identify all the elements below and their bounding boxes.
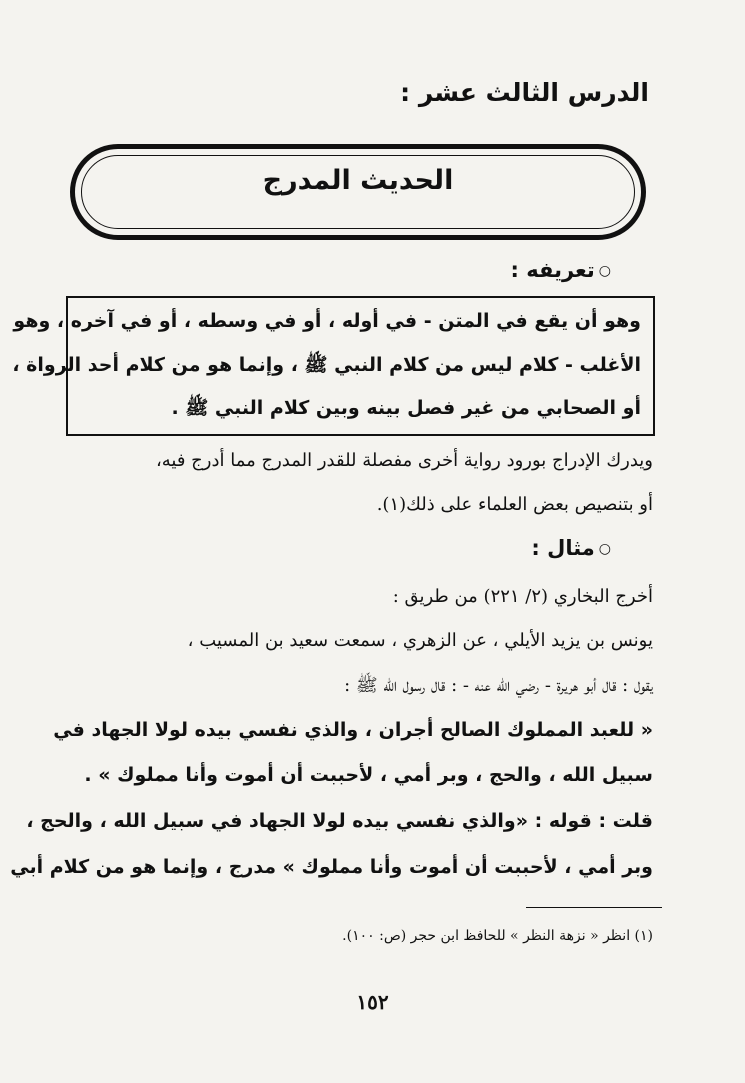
example-heading-text: مثال :	[531, 536, 595, 560]
definition-heading-text: تعريفه :	[510, 258, 595, 282]
definition-line: أو الصحابي من غير فصل بينه وبين كلام النبي ﷺ .	[171, 397, 641, 419]
chapter-title: الحديث المدرج	[262, 165, 454, 196]
lesson-title: الدرس الثالث عشر :	[400, 78, 649, 107]
hadith-line: سبيل الله ، والحج ، وبر أمي ، لأحببت أن أموت وأنا مملوك » .	[84, 764, 653, 786]
text-line: أخرج البخاري (٢/ ٢٢١) من طريق :	[392, 586, 653, 607]
comment-line: وبر أمي ، لأحببت أن أموت وأنا مملوك » مدرج ، وإنما هو من كلام أبي	[10, 856, 653, 878]
footnote: (١) انظر « نزهة النظر » للحافظ ابن حجر (ص: ١٠٠).	[342, 928, 653, 944]
text-line: ويدرك الإدراج بورود رواية أخرى مفصلة للقدر المدرج مما أدرج فيه،	[155, 450, 653, 471]
definition-line: الأغلب - كلام ليس من كلام النبي ﷺ ، وإنما هو من كلام أحد الرواة ،	[12, 354, 641, 376]
text-line: يونس بن يزيد الأيلي ، عن الزهري ، سمعت سعيد بن المسيب ،	[187, 630, 653, 651]
example-heading	[531, 536, 611, 560]
comment-line: قلت : قوله : «والذي نفسي بيده لولا الجهاد في سبيل الله ، والحج ،	[26, 810, 653, 832]
circle-bullet-icon: ○	[598, 541, 611, 557]
definition-heading	[511, 258, 611, 282]
text-line: أو بتنصيص بعض العلماء على ذلك(١).	[376, 494, 653, 515]
page-number: ١٥٢	[356, 990, 389, 1014]
circle-bullet-icon: ○	[598, 263, 611, 279]
definition-box	[12, 296, 655, 436]
text-line: يقول : قال أبو هريرة - رضي الله عنه - : قال رسول الله ﷺ :	[344, 675, 653, 696]
footnote-divider	[526, 907, 662, 908]
definition-line: وهو أن يقع في المتن - في أوله ، أو في وسطه ، أو في آخره ، وهو	[13, 310, 641, 332]
hadith-line: « للعبد المملوك الصالح أجران ، والذي نفسي بيده لولا الجهاد في	[53, 719, 653, 741]
